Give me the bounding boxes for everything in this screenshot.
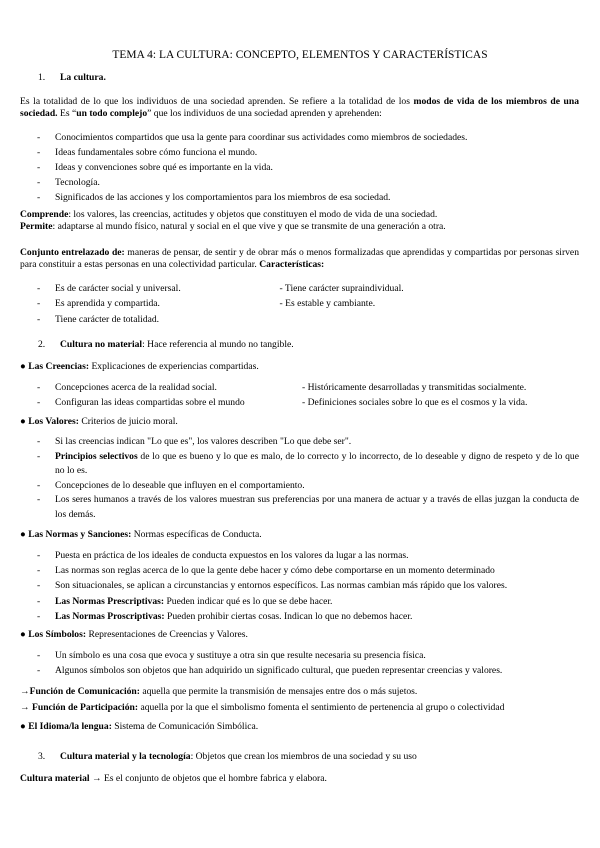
characteristics-list bbox=[20, 281, 579, 327]
functions-paragraph: →Función de Comunicación: aquella que permite la transmisión de mensajes entre dos o más sujetos. → Función de Participación: aquella por la que el simbolismo fomenta el sentimiento de pertenencia al grupo o colectividad bbox=[20, 686, 505, 713]
page-title: TEMA 4: LA CULTURA: CONCEPTO, ELEMENTOS Y CARACTERÍSTICAS bbox=[112, 49, 488, 61]
list-item: - Ideas fundamentales sobre cómo funciona el mundo. bbox=[20, 145, 579, 160]
comprende-paragraph: Comprende: los valores, las creencias, actitudes y objetos que constituyen el modo de vida de una sociedad. Permite: adaptarse al mundo físico, natural y social en el que vive y que se transmite de una generación a otra. bbox=[20, 209, 446, 233]
valores-heading: ● Los Valores: Criterios de juicio moral. bbox=[20, 416, 178, 427]
normas-list bbox=[20, 548, 579, 624]
cultura-material-line: Cultura material → Es el conjunto de objetos que el hombre fabrica y elabora. bbox=[20, 773, 327, 784]
culture-definition: Es la totalidad de lo que los individuos de una sociedad aprenden. Se refiere a la totalidad de los modos de vida de los miembros de una sociedad. Es “un todo complejo” que los individuos de una sociedad aprenden y aprehenden: bbox=[20, 96, 579, 120]
section-2-heading: 2. Cultura no material: Hace referencia al mundo no tangible. bbox=[38, 339, 294, 350]
section-1-heading: 1. La cultura. bbox=[38, 72, 106, 83]
list-item: - Configuran las ideas compartidas sobre el mundo bbox=[20, 395, 302, 410]
list-item: - Principios selectivos de lo que es bueno y lo que es malo, de lo correcto y lo incorrecto, de lo deseable y digno de respeto y de lo que no lo es. bbox=[20, 450, 579, 479]
section-3-heading: 3. Cultura material y la tecnología: Objetos que crean los miembros de una sociedad y su uso bbox=[38, 751, 417, 762]
list-item: - Las Normas Proscriptivas: Pueden prohibir ciertas cosas. Indican lo que no debemos hacer. bbox=[20, 609, 579, 624]
list-item: - Significados de las acciones y los comportamientos para los miembros de esa sociedad. bbox=[20, 190, 579, 205]
creencias-list bbox=[20, 380, 579, 410]
characteristics-left bbox=[20, 281, 300, 327]
characteristics-right bbox=[279, 281, 580, 327]
creencias-heading: ● Las Creencias: Explicaciones de experiencias compartidas. bbox=[20, 361, 259, 372]
list-item: - Conocimientos compartidos que usa la gente para coordinar sus actividades como miembros de sociedades. bbox=[20, 130, 579, 145]
list-item: - Tiene carácter supraindividual. bbox=[279, 283, 404, 294]
valores-list bbox=[20, 435, 579, 523]
list-item: - Las Normas Prescriptivas: Pueden indicar qué es lo que se debe hacer. bbox=[20, 594, 579, 609]
list-item: - Los seres humanos a través de los valores muestran sus preferencias por una manera de actuar y a través de ellas juzgan la conducta de los demás. bbox=[20, 493, 579, 522]
list-item: - Puesta en práctica de los ideales de conducta expuestos en los valores da lugar a las normas. bbox=[20, 548, 579, 563]
list-item: - Es estable y cambiante. bbox=[279, 298, 376, 310]
list-item: - Son situacionales, se aplican a circunstancias y entornos específicos. Las normas cambian más rápido que los valores. bbox=[20, 578, 579, 593]
list-item: - Es de carácter social y universal. bbox=[20, 281, 300, 296]
list-item: - Un símbolo es una cosa que evoca y sustituye a otra sin que resulte necesaria su presencia física. bbox=[20, 648, 579, 663]
list-item: - Definiciones sociales sobre lo que es el cosmos y la vida. bbox=[302, 397, 528, 409]
list-item: - Tecnología. bbox=[20, 175, 579, 190]
list-item: - Tiene carácter de totalidad. bbox=[20, 312, 300, 327]
simbolos-heading: ● Los Símbolos: Representaciones de Creencias y Valores. bbox=[20, 629, 248, 640]
list-item: - Concepciones de lo deseable que influyen en el comportamiento. bbox=[20, 479, 579, 494]
normas-heading: ● Las Normas y Sanciones: Normas específicas de Conducta. bbox=[20, 529, 262, 540]
section-1-title: La cultura. bbox=[60, 72, 106, 83]
list-item: - Algunos símbolos son objetos que han adquirido un significado cultural, que pueden representar creencias y valores. bbox=[20, 663, 579, 678]
list-item: - Las normas son reglas acerca de lo que la gente debe hacer y cómo debe comportarse en un momento determinado bbox=[20, 563, 579, 578]
list-item: - Ideas y convenciones sobre qué es importante en la vida. bbox=[20, 160, 579, 175]
list-item: - Es aprendida y compartida. bbox=[20, 296, 300, 311]
simbolos-list bbox=[20, 648, 579, 678]
list-item: - Históricamente desarrolladas y transmitidas socialmente. bbox=[302, 382, 527, 393]
creencias-right bbox=[302, 380, 579, 410]
section-3-title: Cultura material y la tecnología bbox=[60, 751, 191, 762]
conjunto-paragraph: Conjunto entrelazado de: maneras de pensar, de sentir y de obrar más o menos formalizadas que aprendidas y compartidas por personas sirven para constituir a estas personas en una colectividad particular. Características: bbox=[20, 247, 579, 271]
culture-aspects-list bbox=[20, 130, 579, 205]
idioma-heading: ● El Idioma/la lengua: Sistema de Comunicación Simbólica. bbox=[20, 721, 259, 732]
list-item: - Si las creencias indican "Lo que es", los valores describen "Lo que debe ser". bbox=[20, 435, 579, 450]
list-item: - Concepciones acerca de la realidad social. bbox=[20, 380, 302, 395]
creencias-left bbox=[20, 380, 302, 410]
section-2-title: Cultura no material bbox=[60, 339, 143, 350]
